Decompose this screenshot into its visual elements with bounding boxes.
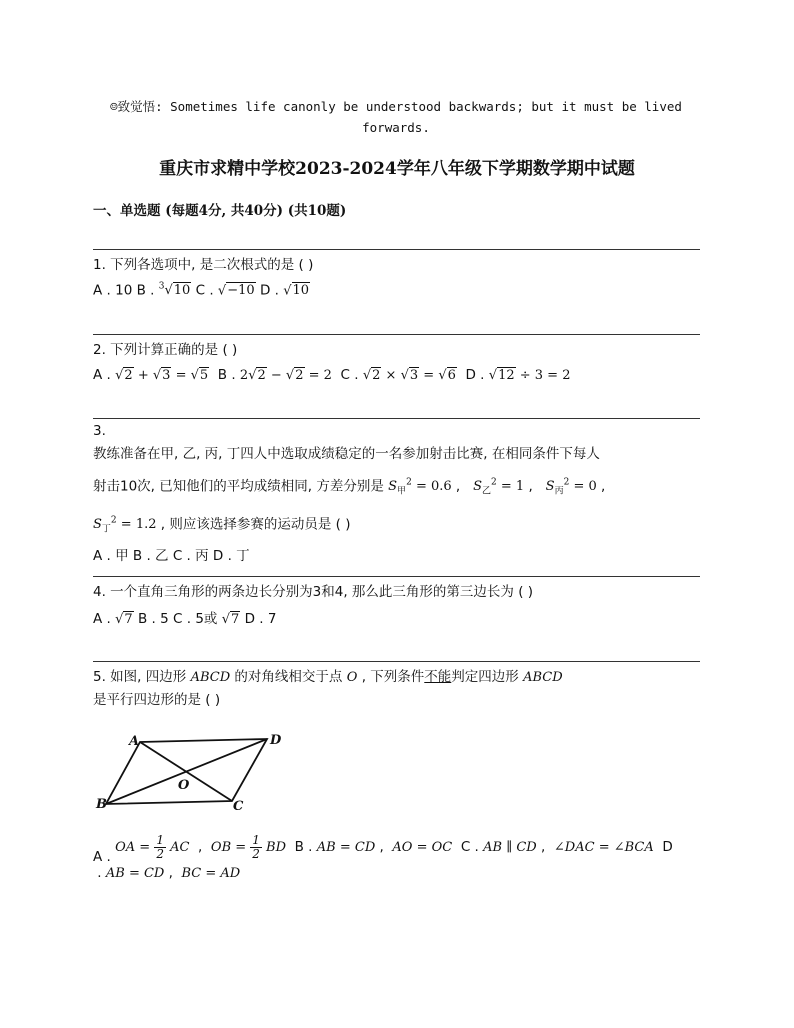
q4-option-b: B . 5 C . 5或 <box>138 611 218 627</box>
question-3-line-2: 射击10次, 已知他们的平均成绩相同, 方差分别是 $S_甲^2 = 0.6$ , $S_乙^2 = 1$ , $S_丙^2 = 0$ , <box>93 478 606 497</box>
question-4 <box>93 581 533 631</box>
q1-c-radicand: −10 <box>227 283 255 299</box>
q5-c-expr: AB ∥ CD <box>483 840 537 855</box>
q1-option-d: D . <box>259 282 279 299</box>
q5-c-expr-2: ∠DAC = ∠BCA <box>553 840 654 855</box>
question-3-number: 3. <box>93 423 106 439</box>
q5-b-expr-2: AO = OC <box>392 840 453 855</box>
q2-option-c: C . <box>340 367 359 383</box>
q4-option-d: D . 7 <box>244 611 277 627</box>
question-2 <box>93 339 570 387</box>
q1-b-radicand: 10 <box>173 283 191 299</box>
q5-quad-name: ABCD <box>523 670 563 685</box>
variance-bing: $S_丙^2 = 0$ <box>545 478 597 497</box>
divider <box>93 249 700 250</box>
question-5-line-2: 是平行四边形的是 ( ) <box>93 692 221 708</box>
question-4-options: A . √7 B . 5 C . 5或 √7 D . 7 <box>93 611 277 627</box>
question-3 <box>93 422 605 567</box>
q2-b-expr: 2√2 − √2 = 2 <box>239 368 332 383</box>
q5-text: , 下列条件 <box>361 669 425 685</box>
question-3-options: A . 甲 B . 乙 C . 丙 D . 丁 <box>93 547 250 564</box>
label-o: O <box>178 778 190 793</box>
divider <box>93 418 700 419</box>
q5-text: 5. 如图, 四边形 <box>93 669 187 685</box>
q5-underlined: 不能 <box>424 669 452 685</box>
q5-options-row-2: . AB = CD , BC = AD <box>93 865 241 881</box>
question-1-stem: 1. 下列各选项中, 是二次根式的是 ( ) <box>93 257 314 273</box>
label-c: C <box>233 799 244 814</box>
question-4-stem: 4. 一个直角三角形的两条边长分别为3和4, 那么此三角形的第三边长为 ( ) <box>93 584 534 600</box>
q5-option-c: C . <box>460 839 479 855</box>
section-heading: 一、单选题 (每题4分, 共40分) (共10题) <box>93 203 347 219</box>
motto <box>88 96 704 138</box>
q1-d-radicand: 10 <box>292 283 310 299</box>
label-b: B <box>96 797 107 812</box>
q5-option-d: D <box>662 839 673 855</box>
motto-line-2: forwards. <box>362 120 430 135</box>
motto-line-1: ☺致觉悟: Sometimes life canonly be understood backwards; but it must be lived <box>110 99 682 114</box>
variance-yi: $S_乙^2 = 1$ <box>473 478 525 497</box>
q5-option-a: A . <box>93 849 111 865</box>
question-5-options <box>93 832 673 884</box>
question-2-stem: 2. 下列计算正确的是 ( ) <box>93 342 238 358</box>
q1-option-a: A . 10 B . <box>93 282 155 299</box>
divider <box>93 661 700 662</box>
question-3-line-1: 教练准备在甲, 乙, 丙, 丁四人中选取成绩稳定的一名参加射击比赛, 在相同条件下每人 <box>93 446 600 462</box>
q5-b-expr: AB = CD <box>316 840 376 855</box>
page-title: 重庆市求精中学校2023-2024学年八年级下学期数学期中试题 <box>159 159 635 179</box>
variance-ding: $S_丁^2 = 1.2$ <box>93 515 157 535</box>
parallelogram-figure <box>92 728 292 818</box>
label-a: A <box>129 734 140 749</box>
question-2-options <box>93 364 570 387</box>
q3-question: , 则应该选择参赛的运动员是 ( ) <box>160 516 351 533</box>
q5-text: 判定四边形 <box>451 669 519 685</box>
q2-a-expr: √2 + √3 = √5 <box>115 368 209 383</box>
question-5-stem <box>93 666 563 689</box>
divider <box>93 576 700 577</box>
q2-d-expr: √12 ÷ 3 = 2 <box>488 368 571 383</box>
q5-point-o: O <box>346 670 358 685</box>
q5-quad-name: ABCD <box>190 670 231 685</box>
q4-option-a: A . <box>93 611 111 627</box>
q5-d-expr: AB = CD <box>105 866 165 881</box>
q2-option-b: B . <box>217 367 236 383</box>
variance-jia: $S_甲^2 = 0.6$ <box>388 478 452 497</box>
q5-option-b: B . <box>294 839 313 855</box>
q1-root-index: 3 <box>158 282 165 292</box>
q3-text: 射击10次, 已知他们的平均成绩相同, 方差分别是 <box>93 478 384 495</box>
divider <box>93 334 700 335</box>
question-5 <box>93 666 563 711</box>
q2-option-d: D . <box>465 367 485 383</box>
question-1-options: A . 10 B . $^3$√10 C . √−10 D . √10 <box>93 282 310 299</box>
q5-text: 的对角线相交于点 <box>234 669 343 685</box>
label-d: D <box>270 733 282 748</box>
q1-option-c: C . <box>195 282 214 299</box>
q2-option-a: A . <box>93 367 111 383</box>
question-1 <box>93 254 313 302</box>
q5-options-row-1: A . OA = $\frac{1}{2}$ AC , OB = $\frac{1}{2}$ BD B . AB = CD , AO = OC C . AB ∥ CD , ∠DAC = ∠BCA D <box>93 833 673 865</box>
q5-a-expr: OA = $\frac{1}{2}$ AC <box>115 833 190 861</box>
q2-c-expr: √2 × √3 = √6 <box>362 368 456 383</box>
q5-a-expr-2: OB = $\frac{1}{2}$ BD <box>210 833 287 861</box>
question-3-line-3 <box>93 507 605 545</box>
q5-d-expr-2: BC = AD <box>181 866 241 881</box>
